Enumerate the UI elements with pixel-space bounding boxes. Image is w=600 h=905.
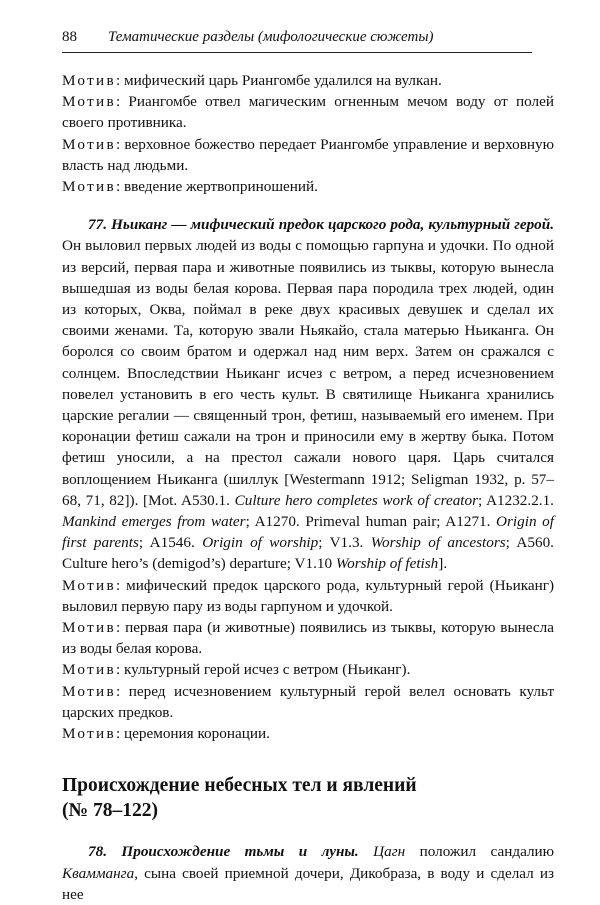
motif-label: Мотив bbox=[62, 661, 116, 679]
motif-line: Мотив: первая пара (и животные) появились из тыквы, которую вынесла из воды белая корова. bbox=[62, 619, 554, 658]
motif-ref: Worship of fetish bbox=[335, 555, 439, 573]
motif-label: Мотив bbox=[62, 576, 116, 594]
motif-label: Мотив bbox=[62, 135, 116, 153]
page-body bbox=[62, 70, 554, 905]
page-number: 88 bbox=[62, 29, 77, 45]
motif-line: Мотив: мифический царь Риангомбе удалился на вулкан. bbox=[62, 72, 442, 89]
motif-label: Мотив bbox=[62, 619, 116, 637]
entry-title: Происхождение тьмы и луны. bbox=[121, 843, 359, 861]
motif-label: Мотив bbox=[62, 178, 116, 196]
motif-list-top bbox=[62, 70, 554, 197]
character-name: Квамманга bbox=[62, 864, 135, 882]
section-heading bbox=[62, 773, 554, 823]
character-name: Цагн bbox=[373, 843, 406, 861]
entry-text: Он выловил первых людей из воды с помощью гарпуна и удочки. По одной из версий, первая пара и животные появились из тыквы, которую вынесла вышедшая из воды белая корова. Первая пара породила трех людей, один из которых, Оква, поймал в реке двух красивых девушек и сделал их своими женами. Та, которую звали Ньякайо, стала матерью Ньиканга. Он боролся со своим братом и одержал над ним верх. Затем он сражался с солнцем. Впоследствии Ньиканг исчез с ветром, а перед исчезновением повелел установить в его честь культ. В святилище Ньиканга хранились царские регалии — священный трон, фетиш, называемый его именем. При коронации фетиш сажали на трон и приносили ему в жертву быка. Потом фетиш уносили, а на престол сажали нового царя. Царь считался воплощением Ньиканга (шиллук [Westermann 1912; Seligman 1932, p. 57–68, 71, 82]). [Mot. A530.1. bbox=[62, 237, 554, 509]
section-heading-line2: (№ 78–122) bbox=[62, 800, 158, 822]
motif-label: Мотив bbox=[62, 725, 116, 743]
motif-line: Мотив: церемония коронации. bbox=[62, 725, 270, 743]
motif-ref: Culture hero completes work of creator bbox=[234, 491, 479, 509]
running-header bbox=[62, 24, 532, 53]
motif-line: Мотив: мифический предок царского рода, культурный герой (Ньиканг) выловил первую пару из воды гарпуном и удочкой. bbox=[62, 576, 554, 615]
motif-ref: Worship of ancestors bbox=[370, 534, 506, 552]
motif-ref: Origin of worship bbox=[202, 534, 319, 552]
motif-line: Мотив: перед исчезновением культурный герой велел основать культ царских предков. bbox=[62, 682, 554, 721]
motif-line: Мотив: культурный герой исчез с ветром (Ньиканг). bbox=[62, 661, 411, 679]
entry-title: Ньиканг — мифический предок царского рода, культурный герой. bbox=[111, 216, 555, 234]
motif-ref: Origin of first parents bbox=[62, 513, 554, 552]
entry-78: 78. Происхождение тьмы и луны. Цагн положил сандалию Квамманга, сына своей приемной дочери, Дикобраза, в воду и сделал из нее bbox=[62, 843, 555, 903]
motif-label: Мотив bbox=[62, 93, 116, 111]
motif-label: Мотив bbox=[62, 72, 116, 89]
motif-line: Мотив: введение жертвоприношений. bbox=[62, 178, 318, 196]
entry-number: 78. bbox=[88, 843, 107, 861]
entry-number: 77. bbox=[88, 216, 107, 234]
motif-line: Мотив: верховное божество передает Риангомбе управление и верховную власть над людьми. bbox=[62, 135, 554, 174]
section-heading-line1: Происхождение небесных тел и явлений bbox=[62, 775, 417, 797]
entry-77: 77. Ньиканг — мифический предок царского рода, культурный герой. Он выловил первых людей из воды с помощью гарпуна и удочки. По одной из версий, первая пара и животные появились из тыквы, которую вынесла вышедшая из воды белая корова. Первая пара породила трех людей, один из которых, Оква, поймал в реке двух красивых девушек и сделал их своими женами. Та, которую звали Ньякайо, стала матерью Ньиканга. Он боролся со своим братом и одержал над ним верх. Затем он сражался с солнцем. Впоследствии Ньиканг исчез с ветром, а перед исчезновением повелел установить в его честь культ. В святилище Ньиканга хранились царские регалии — священный трон, фетиш, называемый его именем. При коронации фетиш сажали на трон и приносили ему в жертву быка. Потом фетиш уносили, а на престол сажали нового царя. Царь считался воплощением Ньиканга (шиллук [Westermann 1912; Seligman 1932, p. 57–68, 71, 82]). [Mot. A530.1. Culture hero completes work of creator; A1232.2.1. Mankind emerges from water; A1270. Primeval human pair; A1271. Origin of first parents; A1546. Origin of worship; V1.3. Worship of ancestors; A560. Culture hero’s (demigod’s) departure; V1.10 Worship of fetish]. bbox=[62, 216, 555, 573]
motif-list-77 bbox=[62, 575, 554, 745]
motif-line: Мотив: Риангомбе отвел магическим огненным мечом воду от полей своего противника. bbox=[62, 93, 554, 132]
running-title: Тематические разделы (мифологические сюжеты) bbox=[108, 29, 434, 45]
motif-ref: Mankind emerges from water bbox=[62, 513, 246, 531]
motif-label: Мотив bbox=[62, 682, 116, 700]
